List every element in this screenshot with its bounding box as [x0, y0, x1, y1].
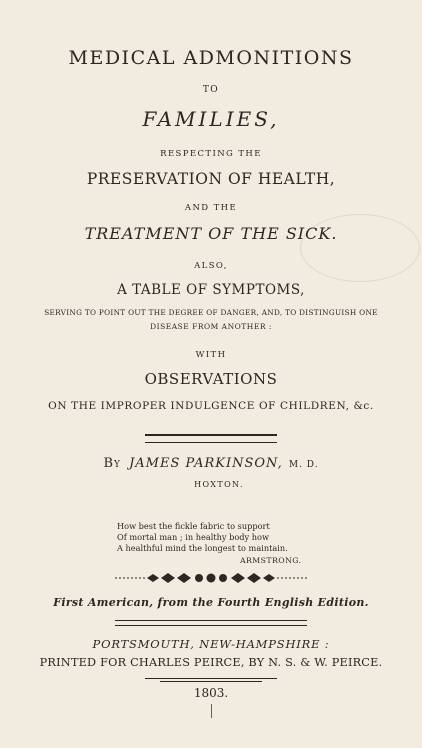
library-stamp-faint: [300, 214, 420, 282]
preservation-line: PRESERVATION OF HEALTH,: [86, 170, 336, 188]
respecting-line: RESPECTING THE: [160, 149, 262, 159]
treatment-line: TREATMENT OF THE SICK.: [84, 224, 338, 243]
place-line: PORTSMOUTH, NEW-HAMPSHIRE :: [92, 637, 330, 651]
improper-indulgence-line: ON THE IMPROPER INDULGENCE OF CHILDREN, &c.: [48, 400, 374, 412]
rule-above-year: [145, 678, 277, 679]
edition-line: First American, from the Fourth English Edition.: [53, 596, 369, 609]
epigraph: [117, 521, 288, 554]
epigraph-line-2: Of mortal man ; in healthy body how: [117, 532, 269, 542]
title-line-1: MEDICAL ADMONITIONS: [68, 47, 354, 69]
rule-above-year-2: [160, 681, 262, 682]
serving-line-1: SERVING TO POINT OUT THE DEGREE OF DANGER, AND, TO DISTINGUISH ONE: [44, 308, 378, 317]
also-line: ALSO,: [194, 261, 228, 271]
author-by: By: [103, 456, 121, 471]
author-place: HOXTON.: [194, 480, 244, 489]
printed-line: PRINTED FOR CHARLES PEIRCE, BY N. S. & W. PEIRCE.: [39, 656, 383, 669]
author-line: [0, 456, 422, 471]
epigraph-attribution: ARMSTRONG.: [240, 556, 302, 565]
epigraph-line-1: How best the fickle fabric to support: [117, 521, 270, 531]
serving-line-2: DISEASE FROM ANOTHER :: [150, 322, 272, 331]
author-name: JAMES PARKINSON,: [129, 456, 283, 471]
author-degree: M. D.: [288, 460, 319, 470]
year-line: 1803.: [193, 686, 229, 700]
table-of-symptoms-line: A TABLE OF SYMPTOMS,: [117, 282, 305, 298]
double-rule-bottom: [115, 620, 307, 626]
ornament-icon: [115, 571, 307, 585]
double-rule-top: [145, 434, 277, 443]
title-families: FAMILIES,: [142, 107, 280, 131]
stray-mark: [211, 704, 212, 718]
with-line: WITH: [195, 350, 227, 360]
observations-line: OBSERVATIONS: [144, 370, 278, 388]
title-to: TO: [202, 85, 220, 95]
epigraph-line-3: A healthful mind the longest to maintain.: [117, 543, 288, 553]
and-the-line: AND THE: [184, 203, 238, 213]
